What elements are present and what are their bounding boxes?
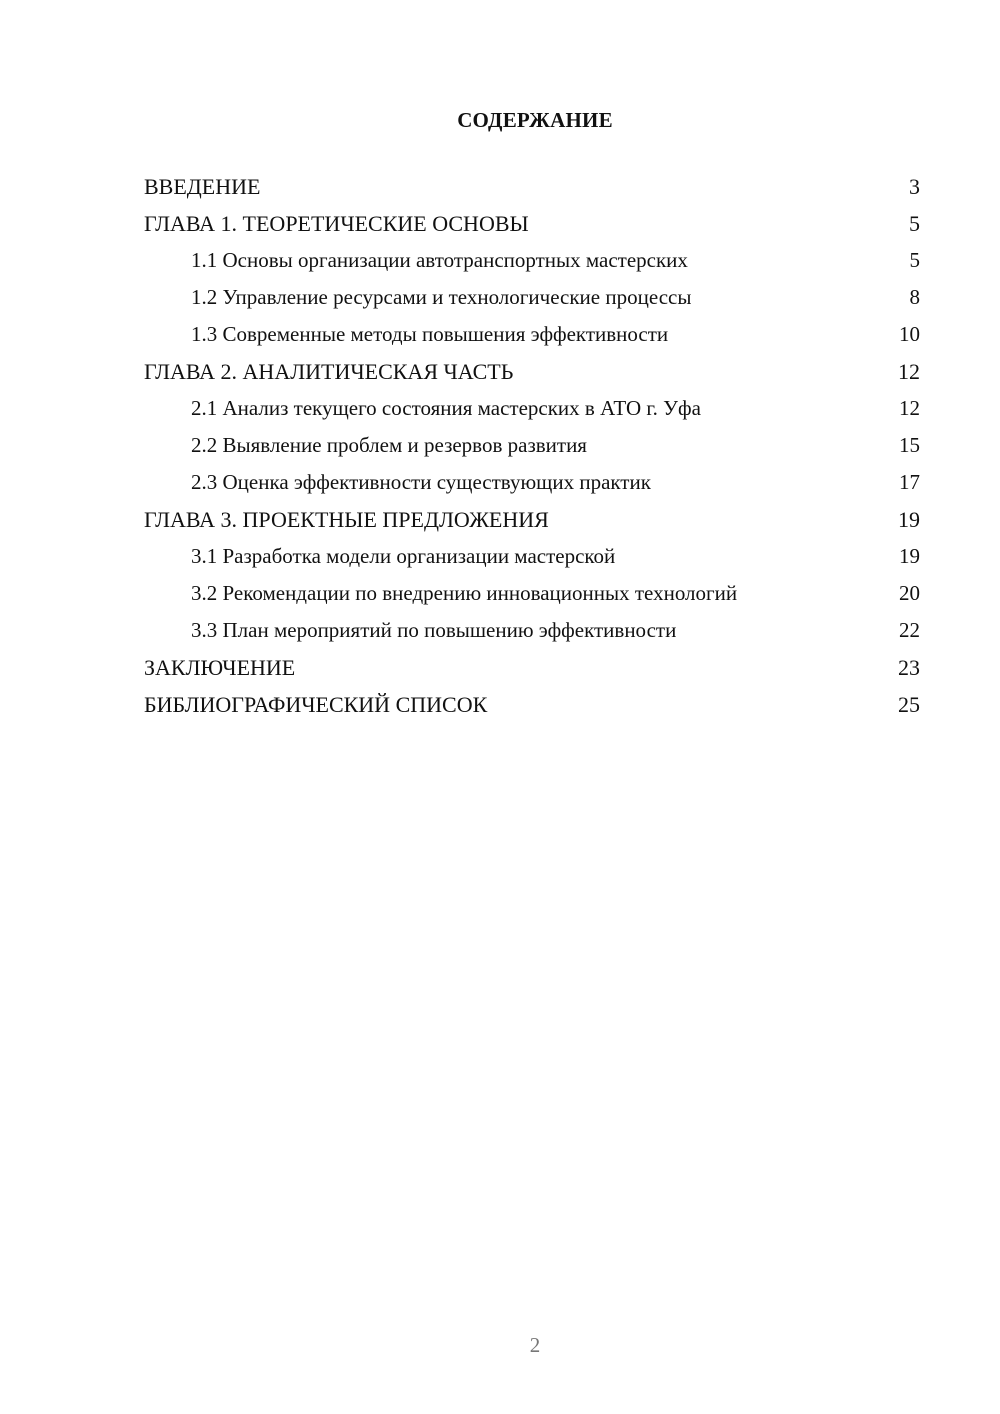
toc-entry-section-3-2[interactable] xyxy=(144,575,920,612)
toc-entry-page: 19 xyxy=(898,507,920,532)
toc-entry-label: 3.3 План мероприятий по повышению эффективности xyxy=(191,618,677,642)
toc-entry-section-2-3[interactable] xyxy=(144,464,920,501)
toc-entry-page: 12 xyxy=(898,359,920,384)
toc-entry-label: 2.1 Анализ текущего состояния мастерских в АТО г. Уфа xyxy=(191,396,701,420)
toc-entry-chapter-1[interactable] xyxy=(144,205,920,242)
toc-entry-page: 5 xyxy=(909,211,920,236)
toc-entry-page: 23 xyxy=(898,655,920,680)
toc-entry-bibliography[interactable] xyxy=(144,686,920,723)
toc-entry-label: ГЛАВА 3. ПРОЕКТНЫЕ ПРЕДЛОЖЕНИЯ xyxy=(144,507,549,532)
toc-entry-section-2-1[interactable] xyxy=(144,390,920,427)
toc-entry-label: 1.2 Управление ресурсами и технологические процессы xyxy=(191,285,692,309)
page-title: СОДЕРЖАНИЕ xyxy=(457,108,613,133)
toc-entry-page: 8 xyxy=(909,285,920,309)
toc-entry-label: 1.3 Современные методы повышения эффективности xyxy=(191,322,669,346)
toc-entry-page: 10 xyxy=(899,322,920,346)
toc-entry-page: 5 xyxy=(909,248,920,272)
toc-entry-page: 12 xyxy=(899,396,920,420)
toc-entry-section-3-3[interactable] xyxy=(144,612,920,649)
toc-entry-page: 3 xyxy=(909,174,920,199)
toc-entry-page: 19 xyxy=(899,544,920,568)
toc-entry-introduction[interactable] xyxy=(144,168,920,205)
toc-entry-label: ВВЕДЕНИЕ xyxy=(144,174,261,199)
toc-entry-chapter-2[interactable] xyxy=(144,353,920,390)
toc-entry-label: 1.1 Основы организации автотранспортных мастерских xyxy=(191,248,688,272)
toc-entry-label: ЗАКЛЮЧЕНИЕ xyxy=(144,655,296,680)
toc-entry-page: 22 xyxy=(899,618,920,642)
toc-entry-label: ГЛАВА 2. АНАЛИТИЧЕСКАЯ ЧАСТЬ xyxy=(144,359,514,384)
toc-entry-section-1-2[interactable] xyxy=(144,279,920,316)
toc-entry-label: 3.2 Рекомендации по внедрению инновационных технологий xyxy=(191,581,738,605)
toc-entry-section-3-1[interactable] xyxy=(144,538,920,575)
toc-entry-section-1-1[interactable] xyxy=(144,242,920,279)
toc-entry-page: 15 xyxy=(899,433,920,457)
toc-entry-label: 2.2 Выявление проблем и резервов развития xyxy=(191,433,587,457)
toc-entry-page: 20 xyxy=(899,581,920,605)
toc-entry-label: БИБЛИОГРАФИЧЕСКИЙ СПИСОК xyxy=(144,692,488,717)
toc-entry-label: ГЛАВА 1. ТЕОРЕТИЧЕСКИЕ ОСНОВЫ xyxy=(144,211,529,236)
toc-entry-label: 2.3 Оценка эффективности существующих практик xyxy=(191,470,651,494)
toc-entry-conclusion[interactable] xyxy=(144,649,920,686)
toc-entry-section-2-2[interactable] xyxy=(144,427,920,464)
table-of-contents xyxy=(144,168,920,723)
toc-entry-chapter-3[interactable] xyxy=(144,501,920,538)
toc-entry-page: 17 xyxy=(899,470,920,494)
toc-entry-label: 3.1 Разработка модели организации мастерской xyxy=(191,544,616,568)
toc-entry-section-1-3[interactable] xyxy=(144,316,920,353)
toc-entry-page: 25 xyxy=(898,692,920,717)
page-number: 2 xyxy=(529,1333,541,1357)
